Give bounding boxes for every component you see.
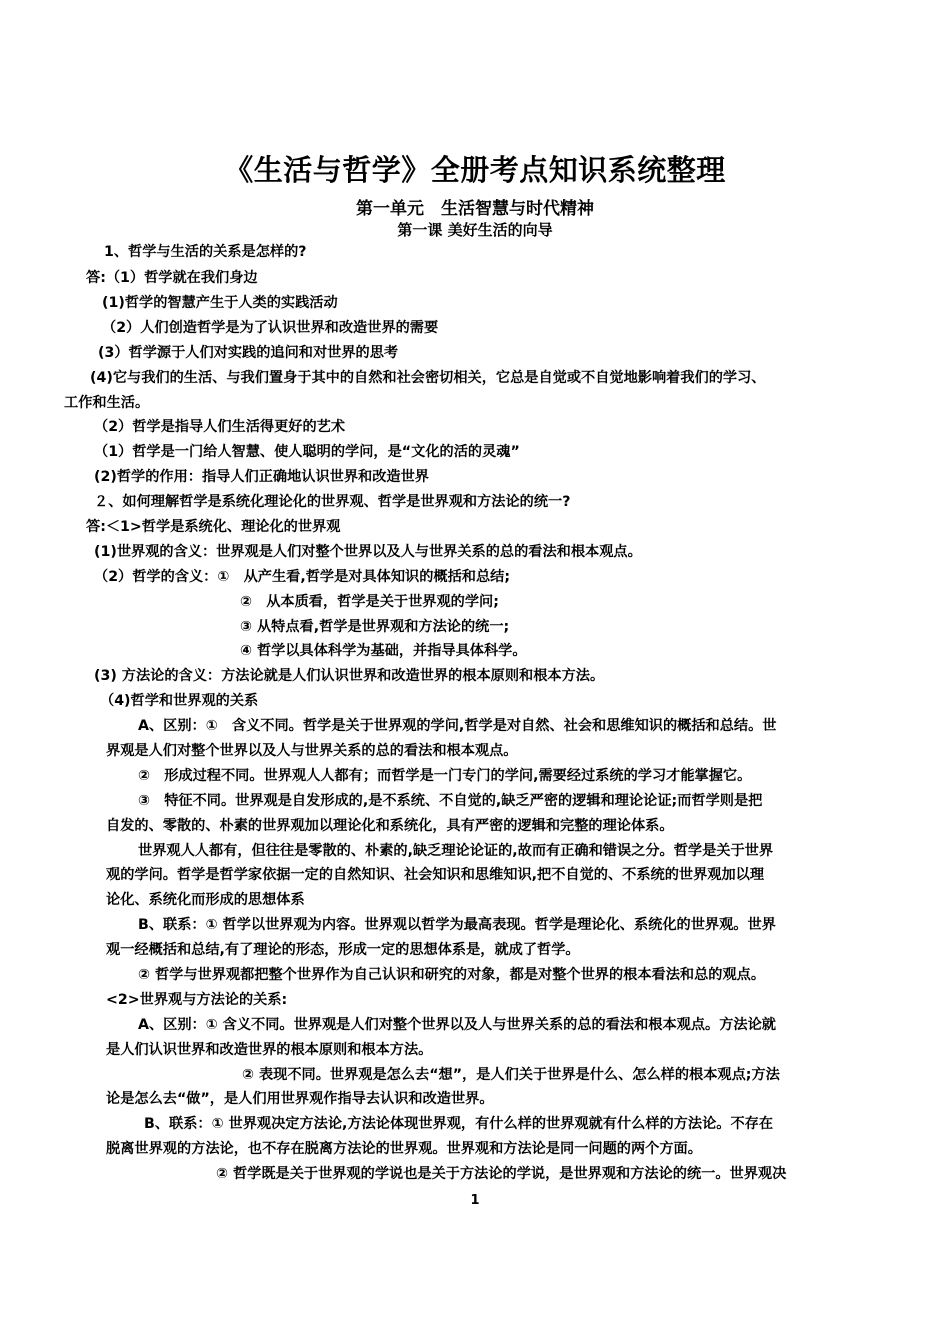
text-line: (3）哲学源于人们对实践的追问和对世界的思考 xyxy=(98,345,399,361)
text-line: 答:＜1>哲学是系统化、理论化的世界观 xyxy=(86,519,341,535)
text-line: 是人们认识世界和改造世界的根本原则和根本方法。 xyxy=(106,1042,433,1058)
text-line: 工作和生活。 xyxy=(64,395,150,411)
text-line: B、联系：① 哲学以世界观为内容。世界观以哲学为最高表现。哲学是理论化、系统化的世界观。世界 xyxy=(138,917,776,933)
text-line: ④ 哲学以具体科学为基础，并指导具体科学。 xyxy=(240,643,527,659)
text-line: 脱离世界观的方法论，也不存在脱离方法论的世界观。世界观和方法论是同一问题的两个方面。 xyxy=(106,1141,702,1157)
text-line: （2）哲学的含义：① 从产生看,哲学是对具体知识的概括和总结; xyxy=(94,569,511,585)
text-line: A、区别：① 含义不同。哲学是关于世界观的学问,哲学是对自然、社会和思维知识的概括和总结。世 xyxy=(138,718,777,734)
text-line: （4)哲学和世界观的关系 xyxy=(100,693,259,709)
text-line: 论是怎么去“做”，是人们用世界观作指导去认识和改造世界。 xyxy=(106,1091,494,1107)
text-line: 世界观人人都有，但往往是零散的、朴素的,缺乏理论论证的,故而有正确和错误之分。哲学是关于世界 xyxy=(138,843,774,859)
text-line: 论化、系统化而形成的思想体系 xyxy=(106,892,305,908)
text-line: 界观是人们对整个世界以及人与世界关系的总的看法和根本观点。 xyxy=(106,743,518,759)
text-line: (4)它与我们的生活、与我们置身于其中的自然和社会密切相关，它总是自觉或不自觉地影响着我们的学习、 xyxy=(90,370,766,386)
text-line: 1、哲学与生活的关系是怎样的? xyxy=(104,244,307,260)
unit-heading: 第一单元 生活智慧与时代精神 xyxy=(356,199,594,219)
text-line: 答:（1）哲学就在我们身边 xyxy=(86,270,258,286)
text-line: 自发的、零散的、朴素的世界观加以理论化和系统化，具有严密的逻辑和完整的理论体系。 xyxy=(106,818,674,834)
text-line: ② 形成过程不同。世界观人人都有；而哲学是一门专门的学问,需要经过系统的学习才能掌握它。 xyxy=(138,768,752,784)
text-line: ③ 特征不同。世界观是自发形成的,是不系统、不自觉的,缺乏严密的逻辑和理论论证;而哲学则是把 xyxy=(138,793,763,809)
page-number: 1 xyxy=(470,1193,480,1208)
text-line: （2）哲学是指导人们生活得更好的艺术 xyxy=(94,419,346,435)
document-title: 《生活与哲学》全册考点知识系统整理 xyxy=(224,153,726,187)
text-line: ③ 从特点看,哲学是世界观和方法论的统一; xyxy=(240,619,510,635)
text-line: B、联系：① 世界观决定方法论,方法论体现世界观，有什么样的世界观就有什么样的方法论。不存在 xyxy=(144,1116,774,1132)
text-line: ２、如何理解哲学是系统化理论化的世界观、哲学是世界观和方法论的统一? xyxy=(94,494,571,510)
text-line: ② 哲学既是关于世界观的学说也是关于方法论的学说，是世界观和方法论的统一。世界观决 xyxy=(216,1166,787,1182)
text-line: 观的学问。哲学是哲学家依据一定的自然知识、社会知识和思维知识,把不自觉的、不系统的世界观加以理 xyxy=(106,867,765,883)
text-line: （1）哲学是一门给人智慧、使人聪明的学问，是“文化的活的灵魂” xyxy=(94,444,520,460)
text-line: 观一经概括和总结,有了理论的形态，形成一定的思想体系是，就成了哲学。 xyxy=(106,942,580,958)
text-line: (1)世界观的含义：世界观是人们对整个世界以及人与世界关系的总的看法和根本观点。 xyxy=(94,544,642,560)
text-line: A、区别：① 含义不同。世界观是人们对整个世界以及人与世界关系的总的看法和根本观点。方法论就 xyxy=(138,1017,776,1033)
text-line: <2>世界观与方法论的关系: xyxy=(106,992,288,1008)
text-line: (2)哲学的作用：指导人们正确地认识世界和改造世界 xyxy=(94,469,429,485)
text-line: (3) 方法论的含义：方法论就是人们认识世界和改造世界的根本原则和根本方法。 xyxy=(94,668,605,684)
text-line: ② 从本质看，哲学是关于世界观的学问; xyxy=(240,594,499,610)
text-line: ② 哲学与世界观都把整个世界作为自己认识和研究的对象，都是对整个世界的根本看法和总的观点。 xyxy=(138,967,766,983)
text-line: (1)哲学的智慧产生于人类的实践活动 xyxy=(102,295,338,311)
lesson-heading: 第一课 美好生活的向导 xyxy=(397,221,553,239)
text-line: （2）人们创造哲学是为了认识世界和改造世界的需要 xyxy=(102,320,439,336)
text-line: ② 表现不同。世界观是怎么去“想”，是人们关于世界是什么、怎么样的根本观点;方法 xyxy=(242,1067,780,1083)
